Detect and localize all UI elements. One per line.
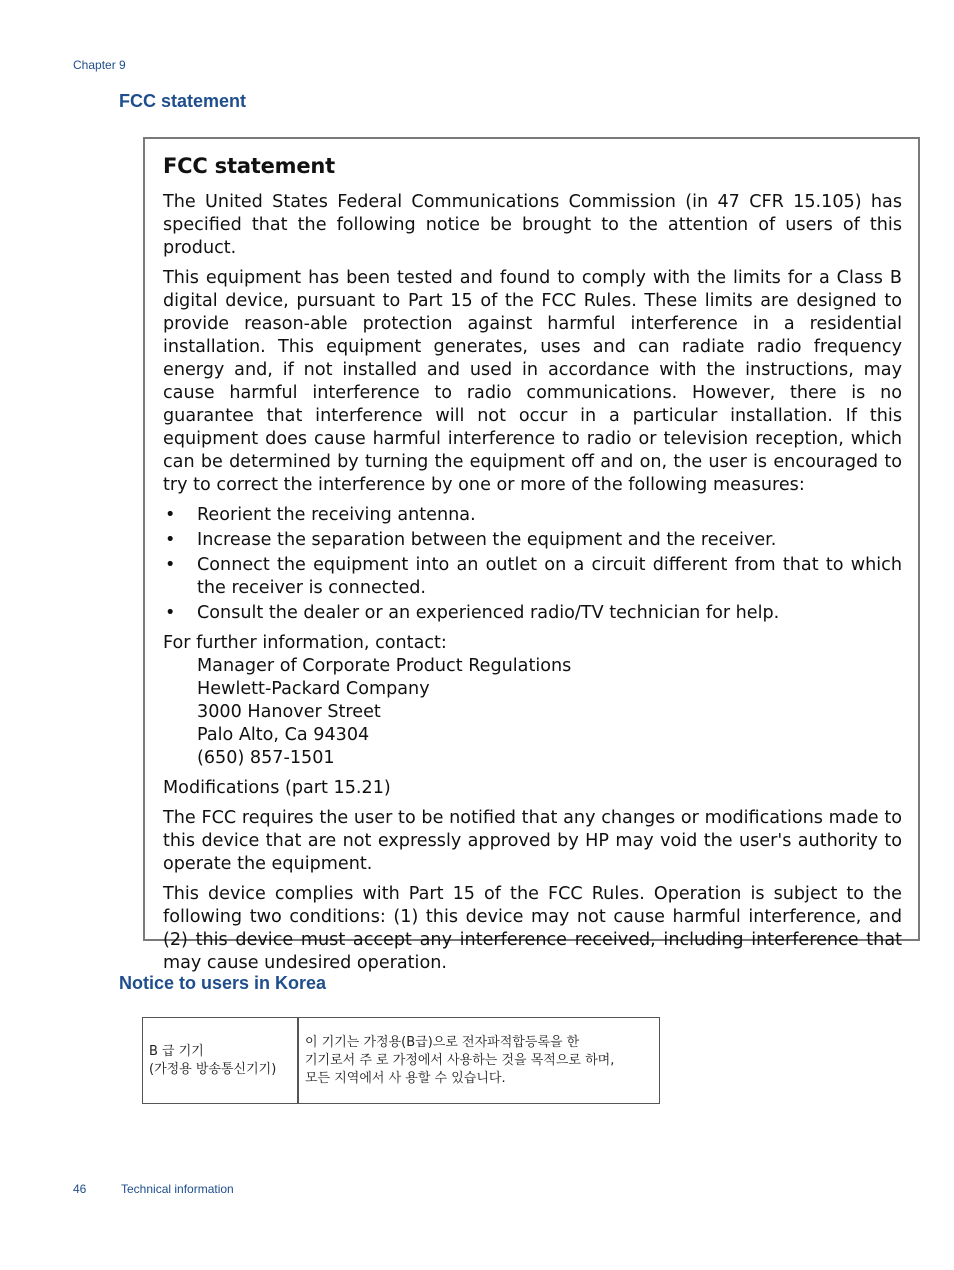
contact-line: (650) 857-1501 [197,748,335,768]
fcc-statement-box [143,137,920,973]
measure-text: Consult the dealer or an experienced radio/TV technician for help. [197,603,780,623]
device-class-cell [143,1018,299,1104]
compliance-paragraph: This device complies with Part 15 of the FCC Rules. Operation is subject to the following two conditions: (1) this device may not cause harmful interference, and (2) this device must accept any interference received, including interference that may cause undesired operation. [163,884,902,973]
fcc-body-paragraph: This equipment has been tested and found to comply with the limits for a Class B digital device, pursuant to Part 15 of the FCC Rules. These limits are designed to provide reason-able protection against harmful interference in a residential installation. This equipment generates, uses and can radiate radio frequency energy and, if not installed and used in accordance with the instructions, may cause harmful interference to radio communications. However, there is no guarantee that interference will not occur in a particular installation. If this equipment does cause harmful interference to radio or television reception, which can be determined by turning the equipment off and on, the user is encouraged to try to correct the interference by one or more of the following measures: [163,268,902,495]
bullet-icon: • [165,505,176,525]
notice-line: 모든 지역에서 사 용할 수 있습니다. [305,1070,506,1086]
measure-text: Reorient the receiving antenna. [197,505,476,525]
notice-line: 이 기기는 가정용(B급)으로 전자파적합등록을 한 [305,1034,580,1050]
contact-line: Manager of Corporate Product Regulations [197,656,572,676]
fcc-box-title: FCC statement [163,154,335,178]
measure-item [163,504,902,527]
fcc-intro-paragraph: The United States Federal Communications Commission (in 47 CFR 15.105) has specified that the following notice be brought to the attention of users of this product. [163,192,902,258]
measures-list [163,504,902,625]
notice-text-cell [298,1018,660,1104]
notice-line: 기기로서 주 로 가정에서 사용하는 것을 목적으로 하며, [305,1052,615,1068]
contact-address-block [163,655,902,770]
measure-item [163,554,902,600]
modifications-heading: Modifications (part 15.21) [163,778,391,798]
measure-text: Connect the equipment into an outlet on a circuit different from that to which the receiver is connected. [197,555,902,598]
bullet-icon: • [165,603,176,623]
measure-item [163,602,902,625]
korea-notice-table [142,1017,660,1104]
bullet-icon: • [165,530,176,550]
measure-text: Increase the separation between the equipment and the receiver. [197,530,777,550]
contact-intro: For further information, contact: [163,633,447,653]
chapter-label: Chapter 9 [73,58,126,72]
bullet-icon: • [165,555,176,575]
footer-section-title: Technical information [121,1182,234,1196]
contact-line: 3000 Hanover Street [197,702,381,722]
contact-line: Hewlett-Packard Company [197,679,430,699]
modifications-paragraph: The FCC requires the user to be notified that any changes or modifications made to this device that are not expressly approved by HP may void the user's authority to operate the equipment. [163,808,902,874]
page-number: 46 [73,1182,87,1196]
measure-item [163,529,902,552]
fcc-section-heading: FCC statement [119,91,247,111]
device-class-label: B 급 기기 [149,1043,204,1059]
contact-line: Palo Alto, Ca 94304 [197,725,370,745]
table-row [143,1018,660,1104]
device-class-description: (가정용 방송통신기기) [149,1061,277,1077]
korea-section-heading: Notice to users in Korea [119,973,327,993]
